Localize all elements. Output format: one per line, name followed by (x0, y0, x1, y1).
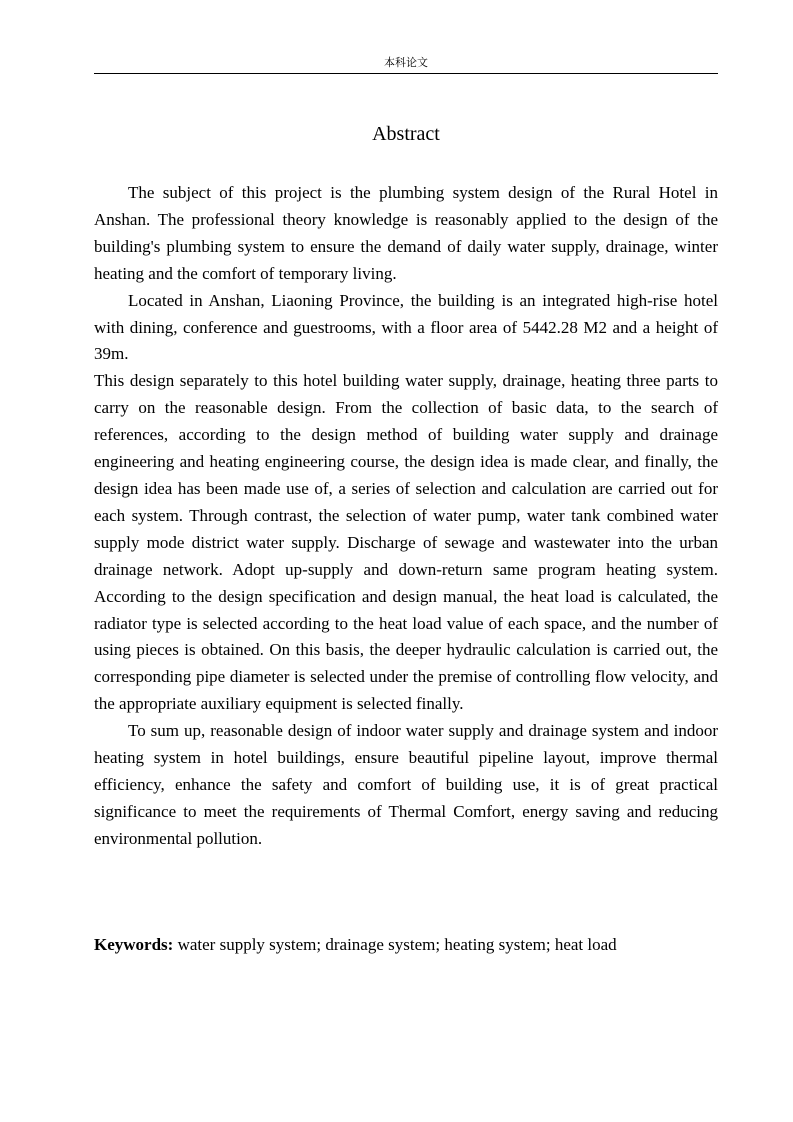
abstract-title: Abstract (372, 123, 440, 145)
keywords-value: water supply system; drainage system; heating system; heat load (173, 935, 617, 954)
abstract-paragraph-3: This design separately to this hotel building water supply, drainage, heating three parts to carry on the reasonable design. From the collection of basic data, to the search of references, according to the design method of building water supply and drainage engineering and heating engineering course, the design idea is made clear, and finally, the design idea has been made use of, a series of selection and calculation are carried out for each system. Through contrast, the selection of water pump, water tank combined water supply mode district water supply. Discharge of sewage and wastewater into the urban drainage network. Adopt up-supply and down-return same program heating system. According to the design specification and design manual, the heat load is calculated, the radiator type is selected according to the heat load value of each space, and the number of using pieces is obtained. On this basis, the deeper hydraulic calculation is carried out, the corresponding pipe diameter is selected under the premise of controlling flow velocity, and the appropriate auxiliary equipment is selected finally. (94, 371, 718, 714)
abstract-paragraph-1: The subject of this project is the plumbing system design of the Rural Hotel in Anshan. The professional theory knowledge is reasonably applied to the design of the building's plumbing system to ensure the demand of daily water supply, drainage, winter heating and the comfort of temporary living. (94, 183, 718, 283)
page-header: 本科论文 (384, 56, 428, 69)
header-rule (94, 73, 718, 74)
abstract-body (94, 180, 718, 853)
abstract-paragraph-4: To sum up, reasonable design of indoor water supply and drainage system and indoor heating system in hotel buildings, ensure beautiful pipeline layout, improve thermal efficiency, enhance the safety and comfort of building use, it is of great practical significance to meet the requirements of Thermal Comfort, energy saving and reducing environmental pollution. (94, 721, 718, 848)
abstract-paragraph-2: Located in Anshan, Liaoning Province, the building is an integrated high-rise hotel with dining, conference and guestrooms, with a floor area of 5442.28 M2 and a height of 39m. (94, 290, 718, 364)
keywords-label: Keywords: (94, 935, 174, 954)
keywords-line (94, 932, 718, 958)
